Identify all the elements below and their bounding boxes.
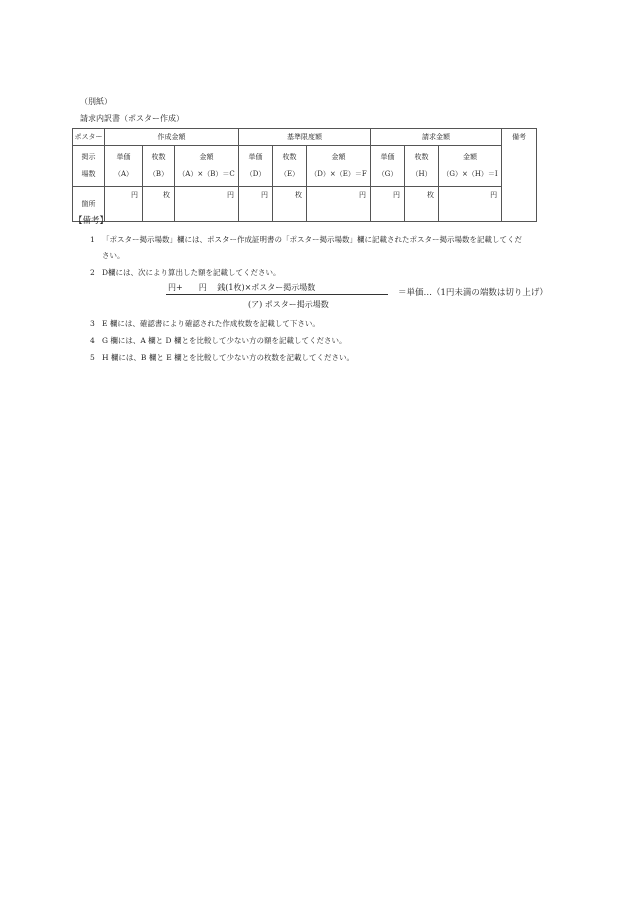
document-title: 請求内訳書（ポスター作成） [80,114,184,123]
count-label: 場数 [81,170,96,178]
note-item [90,269,281,277]
note-number: 1 [90,235,95,244]
column-label: 金額 [331,153,346,161]
posting-count-cell [73,146,105,187]
attachment-label: （別紙） [80,97,112,106]
column-code: （D） [245,170,266,178]
column-code: （H） [411,170,432,178]
note-item [90,236,522,244]
production-amount-header: 作成金額 [105,129,239,146]
note-text: D欄には、次により算出した額を記載してください。 [102,268,281,277]
column-label: 金額 [463,153,478,161]
claim-amount-header: 請求金額 [371,129,502,146]
column-label: 枚数 [282,153,297,161]
amount-c-cell [175,146,239,187]
poster-header-cell: ポスター [73,129,105,146]
note-continuation: さい。 [102,251,125,260]
remarks-header: 備考 [502,129,537,222]
note-number: 3 [90,319,95,328]
note-text: E 欄には、確認書により確認された作成枚数を記載して下さい。 [102,319,320,328]
unit-yen-g: 円 [371,187,405,222]
note-number: 5 [90,353,95,362]
unit-sheets-b: 枚 [143,187,175,222]
note-text: G 欄には、A 欄と D 欄とを比較して少ない方の額を記載してください。 [102,336,347,345]
column-code: （D）×（E）＝F [310,170,367,178]
unit-price-d-cell [239,146,273,187]
column-label: 単価 [380,153,395,161]
locations-cell: 箇所 [73,187,105,222]
unit-price-g-cell [371,146,405,187]
note-number: 4 [90,336,95,345]
unit-yen-a: 円 [105,187,143,222]
column-code: （G） [377,170,398,178]
formula-denominator: (ア) ポスター掲示場数 [248,300,329,309]
unit-yen-d: 円 [239,187,273,222]
claim-breakdown-table [72,128,537,222]
unit-yen-i: 円 [439,187,502,222]
unit-sheets-e: 枚 [273,187,307,222]
note-text: H 欄には、B 欄と E 欄とを比較して少ない方の枚数を記載してください。 [102,353,355,362]
note-number: 2 [90,268,95,277]
formula-numerator: 円+ 円 銭(1枚)×ポスター掲示場数 [168,283,316,292]
table-header-row [73,129,537,146]
note-text: 「ポスター掲示場数」欄には、ポスター作成証明書の「ポスター掲示場数」欄に記載されたポスター掲示場数を記載してくだ [102,235,522,244]
note-item [90,354,354,362]
column-code: （B） [148,170,169,178]
unit-sheets-h: 枚 [405,187,439,222]
formula-result: ＝単価…（1円未満の端数は切り上げ） [398,288,548,298]
count-b-cell [143,146,175,187]
amount-i-cell [439,146,502,187]
table-value-row [73,187,537,222]
notes-heading: 【備考】 [74,216,109,226]
column-code: （G）×（H）＝I [442,170,498,178]
column-code: （E） [279,170,300,178]
column-label: 単価 [248,153,263,161]
column-label: 枚数 [151,153,166,161]
unit-yen-c: 円 [175,187,239,222]
note-item [90,337,346,345]
unit-price-a-cell [105,146,143,187]
posting-label: 掲示 [81,153,96,161]
count-h-cell [405,146,439,187]
note-item [90,320,320,328]
column-code: （A） [113,170,134,178]
amount-f-cell [307,146,371,187]
column-label: 金額 [199,153,214,161]
fraction-bar [166,294,388,295]
column-label: 単価 [116,153,131,161]
column-label: 枚数 [414,153,429,161]
count-e-cell [273,146,307,187]
standard-limit-header: 基準限度額 [239,129,371,146]
unit-yen-f: 円 [307,187,371,222]
column-code: （A）×（B）＝C [178,170,235,178]
table-subheader-row [73,146,537,187]
